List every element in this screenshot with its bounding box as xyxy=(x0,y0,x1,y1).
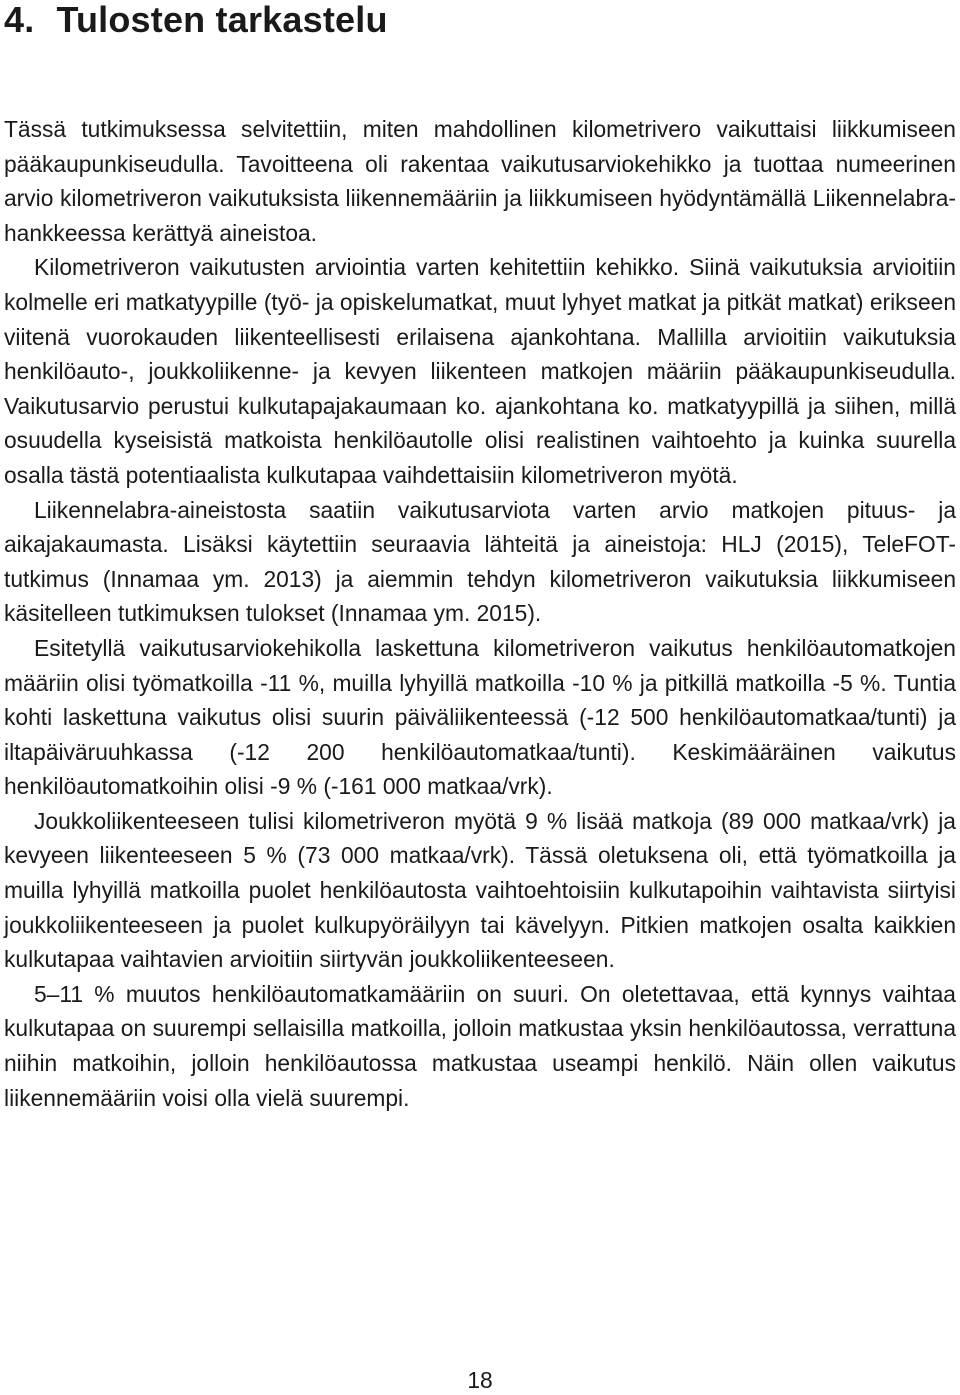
paragraph-conclusion: 5–11 % muutos henkilöautomatkamääriin on suuri. On oletettavaa, että kynnys vaihtaa kulkutapaa on suurempi sellaisilla matkoilla, jolloin matkustaa yksin henkilöautossa, verrattuna niihin matkoihin, jolloin henkilöautossa matkustaa useampi henkilö. Näin ollen vaikutus liikennemääriin voisi olla vielä suurempi. xyxy=(4,980,956,1111)
body-text xyxy=(4,112,956,1115)
section-number: 4. xyxy=(4,0,35,40)
paragraph-car-trip-impact: Esitetyllä vaikutusarviokehikolla laskettuna kilometriveron vaikutus henkilöautomatkojen määriin olisi työmatkoilla -11 %, muilla lyhyillä matkoilla -10 % ja pitkillä matkoilla -5 %. Tuntia kohti laskettuna vaikutus olisi suurin päiväliikenteessä (-12 500 henkilöautomatkaa/tunti) ja iltapäiväruuhkassa (-12 200 henkilöautomatkaa/tunti). Keskimääräinen vaikutus henkilöautomatkoihin olisi -9 % (-161 000 matkaa/vrk). xyxy=(4,634,956,800)
paragraph-intro: Tässä tutkimuksessa selvitettiin, miten mahdollinen kilometrivero vaikuttaisi liikkumiseen pääkaupunkiseudulla. Tavoitteena oli rakentaa vaikutusarviokehikko ja tuottaa numeerinen arvio kilometriveron vaikutuksista liikennemääriin ja liikkumiseen hyödyntämällä Liikennelabra-hankkeessa kerättyä aineistoa. xyxy=(4,116,956,246)
paragraph-public-transport-impact: Joukkoliikenteeseen tulisi kilometriveron myötä 9 % lisää matkoja (89 000 matkaa/vrk) ja kevyeen liikenteeseen 5 % (73 000 matkaa/vrk). Tässä oletuksena oli, että työmatkoilla ja muilla lyhyillä matkoilla puolet henkilöautosta vaihtoehtoisiin kulkutapoihin vaihtavista siirtyisi joukkoliikenteeseen ja puolet kulkupyöräilyyn tai kävelyyn. Pitkien matkojen osalta kaikkien kulkutapaa vaihtavien arvioitiin siirtyvän joukkoliikenteeseen. xyxy=(4,807,956,973)
page-number: 18 xyxy=(467,1367,493,1393)
paragraph-data-sources: Liikennelabra-aineistosta saatiin vaikutusarviota varten arvio matkojen pituus- ja aikajakaumasta. Lisäksi käytettiin seuraavia lähteitä ja aineistoja: HLJ (2015), TeleFOT-tutkimus (Innamaa ym. 2013) ja aiemmin tehdyn kilometriveron vaikutuksia liikkumiseen käsitelleen tutkimuksen tulokset (Innamaa ym. 2015). xyxy=(4,496,956,627)
section-heading xyxy=(4,0,388,46)
paragraph-framework: Kilometriveron vaikutusten arviointia varten kehitettiin kehikko. Siinä vaikutuksia arvioitiin kolmelle eri matkatyypille (työ- ja opiskelumatkat, muut lyhyet matkat ja pitkät matkat) erikseen viitenä vuorokauden liikenteellisesti erilaisena ajankohtana. Mallilla arvioitiin vaikutuksia henkilöauto-, joukkoliikenne- ja kevyen liikenteen matkojen määriin pääkaupunkiseudulla. Vaikutusarvio perustui kulkutapajakaumaan ko. ajankohtana ko. matkatyypillä ja siihen, millä osuudella kyseisistä matkoista henkilöautolle olisi realistinen vaihtoehto ja kuinka suurella osalla tästä potentiaalista kulkutapaa vaihdettaisiin kilometriveron myötä. xyxy=(4,254,956,488)
section-title: Tulosten tarkastelu xyxy=(56,0,388,40)
